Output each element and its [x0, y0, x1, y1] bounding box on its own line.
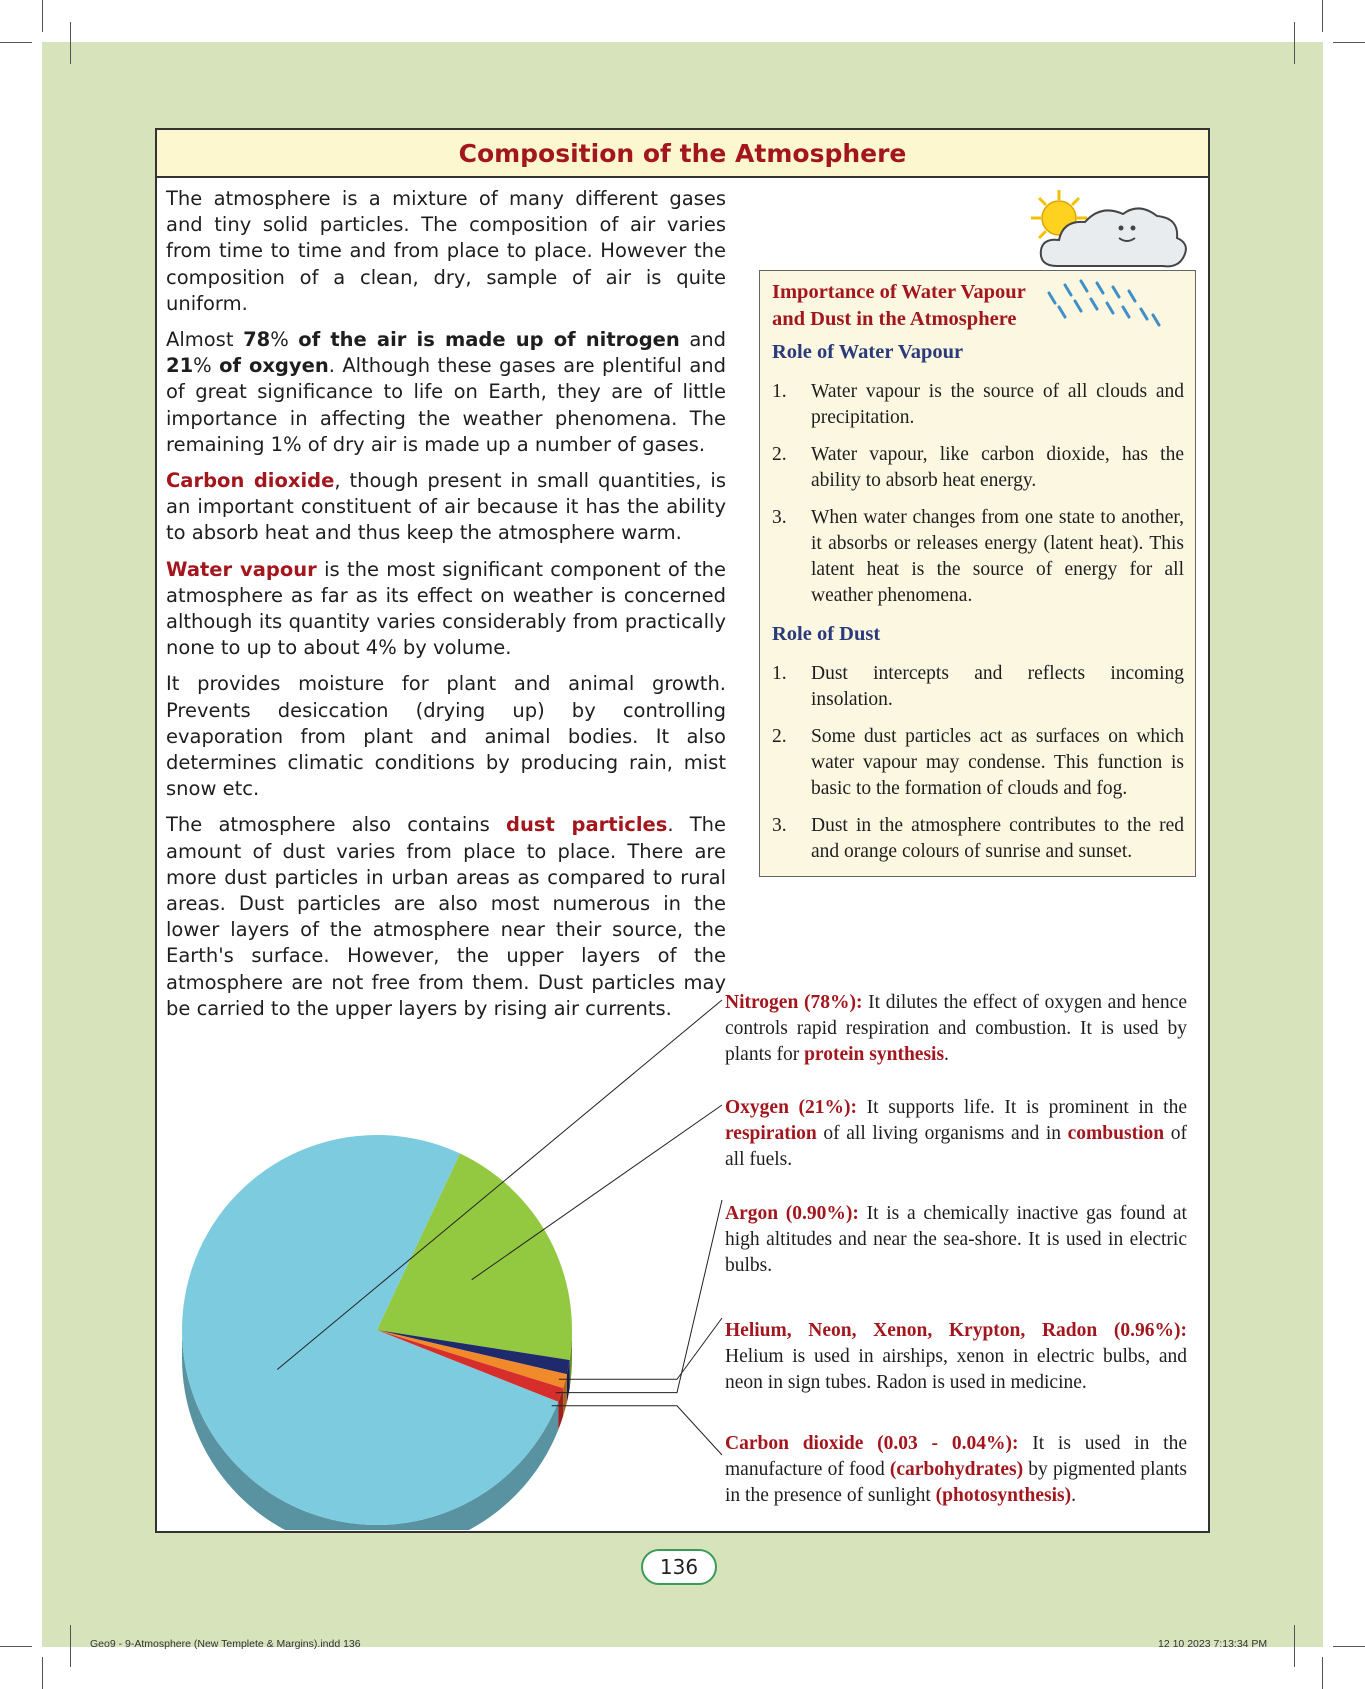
page-title: Composition of the Atmosphere [157, 130, 1208, 178]
crop-mark [70, 22, 71, 64]
crop-mark [1333, 1646, 1365, 1647]
paragraph-intro: The atmosphere is a mixture of many different gases and tiny solid particles. The composition of air varies from time to time and from place to place. However the composition of a clean, dry, sample of air is quite uniform. [166, 187, 726, 315]
oxygen-description: Oxygen (21%): It supports life. It is prominent in the respiration of all living organisms and in combustion of all fuels. [725, 1097, 1187, 1170]
paragraph-carbon-dioxide: Carbon dioxide, though present in small quantities, is an important constituent of air because it has the ability to absorb heat and thus keep the atmosphere warm. [166, 469, 726, 545]
crop-mark [42, 0, 43, 32]
nitrogen-description: Nitrogen (78%): It dilutes the effect of oxygen and hence controls rapid respiration and combustion. It is used by plants for protein synthesis. [725, 992, 1187, 1065]
paragraph-water-vapour: Water vapour is the most significant component of the atmosphere as far as its effect on weather is concerned although its quantity varies considerably from practically none to up to about 4% by volume. [166, 557, 726, 660]
leader-argon [556, 1200, 722, 1393]
crop-mark [70, 1625, 71, 1667]
crop-mark [1294, 22, 1295, 64]
leader-noble-gases [559, 1318, 722, 1379]
content-frame [155, 128, 1210, 1533]
crop-mark [1294, 1625, 1295, 1667]
dust-list [772, 661, 1184, 876]
crop-mark [0, 1646, 32, 1647]
paragraph-moisture: It provides moisture for plant and animal growth. Prevents desiccation (drying up) by controlling evaporation from plant and animal bodies. It also determines climatic conditions by producing rain, mist snow etc. [166, 672, 726, 801]
list-item: 2. Water vapour, like carbon dioxide, has the ability to absorb heat energy. [772, 444, 1184, 491]
argon-description: Argon (0.90%): It is a chemically inactive gas found at high altitudes and near the sea-shore. It is used in electric bulbs. [725, 1203, 1187, 1276]
crop-mark [1322, 1657, 1323, 1689]
crop-mark [1333, 42, 1365, 43]
water-vapour-heading: Role of Water Vapour [772, 341, 964, 363]
list-item: 3. When water changes from one state to another, it absorbs or releases energy (latent heat). This latent heat is the source of energy for all weather phenomena. [772, 507, 1184, 606]
carbon-dioxide-description: Carbon dioxide (0.03 - 0.04%): It is used in the manufacture of food (carbohydrates) by pigmented plants in the presence of sunlight (photosynthesis). [725, 1433, 1187, 1506]
list-item: 1. Dust intercepts and reflects incoming insolation. [772, 663, 1184, 710]
list-item: 2. Some dust particles act as surfaces on which water vapour may condense. This function is basic to the formation of clouds and fog. [772, 726, 1184, 799]
paragraph-dust: The atmosphere also contains dust particles. The amount of dust varies from place to place. There are more dust particles in urban areas as compared to rural areas. Dust particles are also most numerous in the lower layers of the atmosphere near their source, the Earth's surface. However, the upper layers of the atmosphere are not free from them. Dust particles may be carried to the upper layers by rising air currents. [166, 813, 727, 1020]
dust-heading: Role of Dust [772, 623, 881, 645]
page-number: 136 [641, 1549, 717, 1585]
crop-mark [1322, 0, 1323, 32]
crop-mark [0, 42, 32, 43]
list-item: 3. Dust in the atmosphere contributes to the red and orange colours of sunrise and sunset. [772, 815, 1184, 862]
info-box-title: Importance of Water Vapour and Dust in the Atmosphere [772, 281, 1026, 330]
crop-mark [42, 1657, 43, 1689]
list-item: 1. Water vapour is the source of all clouds and precipitation. [772, 381, 1184, 428]
print-timestamp: 12 10 2023 7:13:34 PM [1158, 1638, 1268, 1650]
file-slug: Geo9 - 9-Atmosphere (New Templete & Margins).indd 136 [90, 1638, 361, 1650]
noble-gases-description: Helium, Neon, Xenon, Krypton, Radon (0.96%): Helium is used in airships, xenon in electric bulbs, and neon in sign tubes. Radon is used in medicine. [725, 1320, 1187, 1393]
water-vapour-list [772, 379, 1184, 620]
paragraph-nitrogen-oxygen: Almost 78% of the air is made up of nitrogen and 21% of oxgyen. Although these gases are plentiful and of great significance to life on Earth, they are of little importance in affecting the weather phenomena. The remaining 1% of dry air is made up a number of gases. [166, 328, 727, 456]
leader-carbon-dioxide [552, 1406, 722, 1455]
sun-cloud-icon [1017, 188, 1197, 270]
rain-icon [1045, 275, 1175, 331]
info-box-water-dust [759, 270, 1196, 877]
